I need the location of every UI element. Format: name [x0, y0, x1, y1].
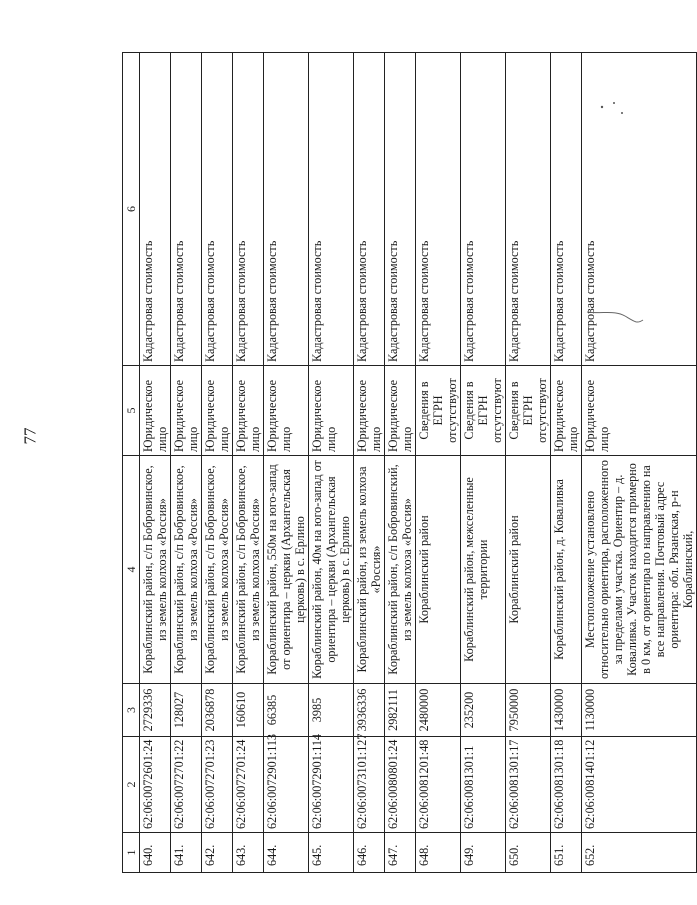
area-value: 2729336 [140, 684, 171, 737]
address: Кораблинский район, 550м на юго-запад от ориентира – церкви (Архангельская церковь) в с. Ерлино [264, 456, 309, 684]
cadastral-number: 62:06:0081201:48 [416, 737, 461, 833]
area-value: 235200 [461, 684, 506, 737]
row-number: 652. [582, 833, 697, 873]
area-value: 66385 [264, 684, 309, 737]
value-type: Кадастровая стоимость [506, 53, 551, 366]
table-row [582, 53, 697, 873]
area-value: 3985 [309, 684, 354, 737]
value-type: Кадастровая стоимость [202, 53, 233, 366]
cadastral-number: 62:06:0073101:127 [354, 737, 385, 833]
value-type: Кадастровая стоимость [416, 53, 461, 366]
row-number: 643. [233, 833, 264, 873]
address: Кораблинский район, с/п Бобровинское, из земель колхоза «Россия» [233, 456, 264, 684]
area-value: 1130000 [582, 684, 697, 737]
value-type: Кадастровая стоимость [264, 53, 309, 366]
owner: Юридическое лицо [354, 366, 385, 456]
margin-mark [585, 300, 645, 340]
table-row [309, 53, 354, 873]
cadastral-number: 62:06:0072901:113 [264, 737, 309, 833]
row-number: 647. [385, 833, 416, 873]
table-header [123, 53, 140, 873]
address: Кораблинский район, межселенные территории [461, 456, 506, 684]
page-number: 77 [20, 427, 40, 445]
table-row [354, 53, 385, 873]
cadastral-number: 62:06:0081301:18 [551, 737, 582, 833]
row-number: 651. [551, 833, 582, 873]
area-value: 7950000 [506, 684, 551, 737]
owner: Сведения в ЕГРН отсутствуют [461, 366, 506, 456]
address: Кораблинский район, с/п Бобровинское, из земель колхоза «Россия» [140, 456, 171, 684]
cadastral-number: 62:06:0081401:12 [582, 737, 697, 833]
cadastral-number: 62:06:0072701:23 [202, 737, 233, 833]
value-type: Кадастровая стоимость [140, 53, 171, 366]
header-col-5: 5 [123, 366, 140, 456]
row-number: 645. [309, 833, 354, 873]
address: Кораблинский район, с/п Бобровинское, из земель колхоза «Россия» [202, 456, 233, 684]
table-row [202, 53, 233, 873]
owner: Сведения в ЕГРН отсутствуют [416, 366, 461, 456]
cadastral-number: 62:06:0081301:1 [461, 737, 506, 833]
owner: Юридическое лицо [202, 366, 233, 456]
row-number: 649. [461, 833, 506, 873]
header-col-3: 3 [123, 684, 140, 737]
header-col-1: 1 [123, 833, 140, 873]
owner: Юридическое лицо [264, 366, 309, 456]
area-value: 3936336 [354, 684, 385, 737]
cadastral-number: 62:06:0072701:24 [233, 737, 264, 833]
table-row [461, 53, 506, 873]
value-type: Кадастровая стоимость [582, 53, 697, 366]
value-type: Кадастровая стоимость [461, 53, 506, 366]
area-value: 160610 [233, 684, 264, 737]
value-type: Кадастровая стоимость [233, 53, 264, 366]
table-body [140, 53, 697, 873]
address: Кораблинский район [506, 456, 551, 684]
header-col-6: 6 [123, 53, 140, 366]
table-row [506, 53, 551, 873]
table-row [551, 53, 582, 873]
address: Кораблинский район, 40м на юго-запад от ориентира – церкви (Архангельская церковь) в с. Ерлино [309, 456, 354, 684]
value-type: Кадастровая стоимость [551, 53, 582, 366]
area-value: 2036878 [202, 684, 233, 737]
area-value: 2480000 [416, 684, 461, 737]
address: Кораблинский район, с/п Бобровинский, из земель колхоза «Россия» [385, 456, 416, 684]
row-number: 644. [264, 833, 309, 873]
area-value: 128027 [171, 684, 202, 737]
table-row [416, 53, 461, 873]
owner: Юридическое лицо [309, 366, 354, 456]
address: Кораблинский район, с/п Бобровинское, из земель колхоза «Россия» [171, 456, 202, 684]
value-type: Кадастровая стоимость [385, 53, 416, 366]
address: Местоположение установлено относительно ориентира, расположенного за пределами участка. Ориентир – д. Коваливка. Участок находится примерно в 0 км, от ориентира по направлению на все направления. Почтовый адрес ориентира: обл. Рязанская, р-н Кораблинский, [582, 456, 697, 684]
header-col-2: 2 [123, 737, 140, 833]
row-number: 648. [416, 833, 461, 873]
owner: Юридическое лицо [551, 366, 582, 456]
value-type: Кадастровая стоимость [354, 53, 385, 366]
land-plots-table [122, 52, 697, 873]
address: Кораблинский район, д. Коваливка [551, 456, 582, 684]
row-number: 650. [506, 833, 551, 873]
cadastral-number: 62:06:0080801:24 [385, 737, 416, 833]
area-value: 2982111 [385, 684, 416, 737]
owner: Юридическое лицо [171, 366, 202, 456]
table-row [385, 53, 416, 873]
table-row [140, 53, 171, 873]
value-type: Кадастровая стоимость [171, 53, 202, 366]
row-number: 646. [354, 833, 385, 873]
owner: Юридическое лицо [140, 366, 171, 456]
owner: Сведения в ЕГРН отсутствуют [506, 366, 551, 456]
row-number: 641. [171, 833, 202, 873]
owner: Юридическое лицо [385, 366, 416, 456]
cadastral-number: 62:06:0072901:114 [309, 737, 354, 833]
table-row [264, 53, 309, 873]
cadastral-number: 62:06:0072701:22 [171, 737, 202, 833]
table-row [233, 53, 264, 873]
address: Кораблинский район, из земель колхоза «Россия» [354, 456, 385, 684]
table-row [171, 53, 202, 873]
row-number: 642. [202, 833, 233, 873]
owner: Юридическое лицо [582, 366, 697, 456]
rotated-page [122, 53, 695, 873]
area-value: 1430000 [551, 684, 582, 737]
row-number: 640. [140, 833, 171, 873]
owner: Юридическое лицо [233, 366, 264, 456]
cadastral-number: 62:06:0081301:17 [506, 737, 551, 833]
header-col-4: 4 [123, 456, 140, 684]
value-type: Кадастровая стоимость [309, 53, 354, 366]
cadastral-number: 62:06:0072601:24 [140, 737, 171, 833]
margin-dots [592, 95, 632, 125]
address: Кораблинский район [416, 456, 461, 684]
